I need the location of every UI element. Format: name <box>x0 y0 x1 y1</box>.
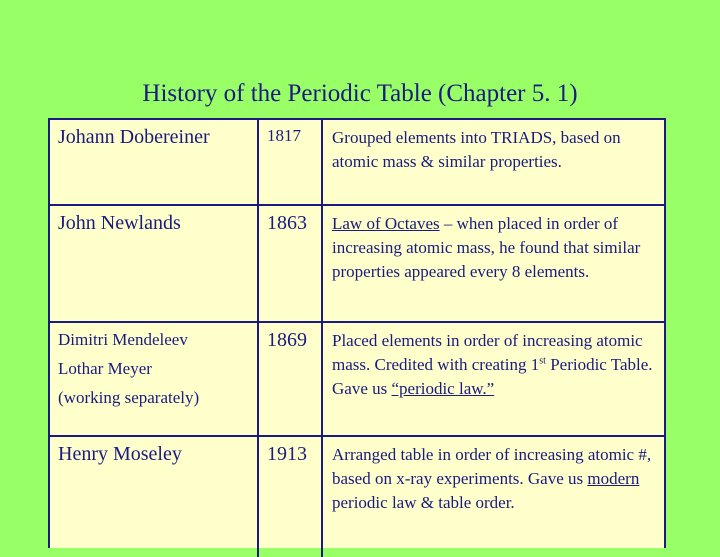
contribution-text: Periodic Table. Gave us <box>332 355 653 398</box>
scientist-name: John Newlands <box>50 206 259 321</box>
year: 1869 <box>259 323 323 435</box>
scientist-name: Dimitri Mendeleev <box>58 330 188 349</box>
history-table <box>48 118 666 548</box>
contribution: Grouped elements into TRIADS, based on atomic mass & similar properties. <box>332 128 621 171</box>
slide-title: History of the Periodic Table (Chapter 5. 1) <box>142 80 578 107</box>
year: 1817 <box>259 120 323 204</box>
table-row <box>50 206 664 323</box>
contribution <box>323 323 664 435</box>
scientist-name: Henry Moseley <box>50 437 259 557</box>
contribution <box>323 206 664 321</box>
contribution-text: Arranged table in order of increasing atomic #, based on x-ray experiments. Gave us <box>332 445 652 488</box>
scientist-name: Johann Dobereiner <box>50 120 259 204</box>
table-row <box>50 437 664 557</box>
scientist-name: Lothar Meyer <box>58 359 152 378</box>
table-row <box>50 323 664 437</box>
year: 1913 <box>259 437 323 557</box>
periodic-law-term: “periodic law.” <box>391 379 495 398</box>
ordinal-suffix: st <box>539 355 546 367</box>
year: 1863 <box>259 206 323 321</box>
contribution-text: periodic law & table order. <box>332 493 515 512</box>
table-row <box>50 120 664 206</box>
contribution <box>323 437 664 557</box>
contribution-text: Placed elements in order of increasing atomic mass. Credited with creating 1 <box>332 331 643 374</box>
scientist-names <box>50 323 259 435</box>
modern-term: modern <box>587 469 640 488</box>
scientist-note: (working separately) <box>58 388 200 407</box>
law-of-octaves-term: Law of Octaves <box>332 214 440 233</box>
contribution-text: – when placed in order of increasing atomic mass, he found that similar properties appeared every 8 elements. <box>332 214 641 281</box>
